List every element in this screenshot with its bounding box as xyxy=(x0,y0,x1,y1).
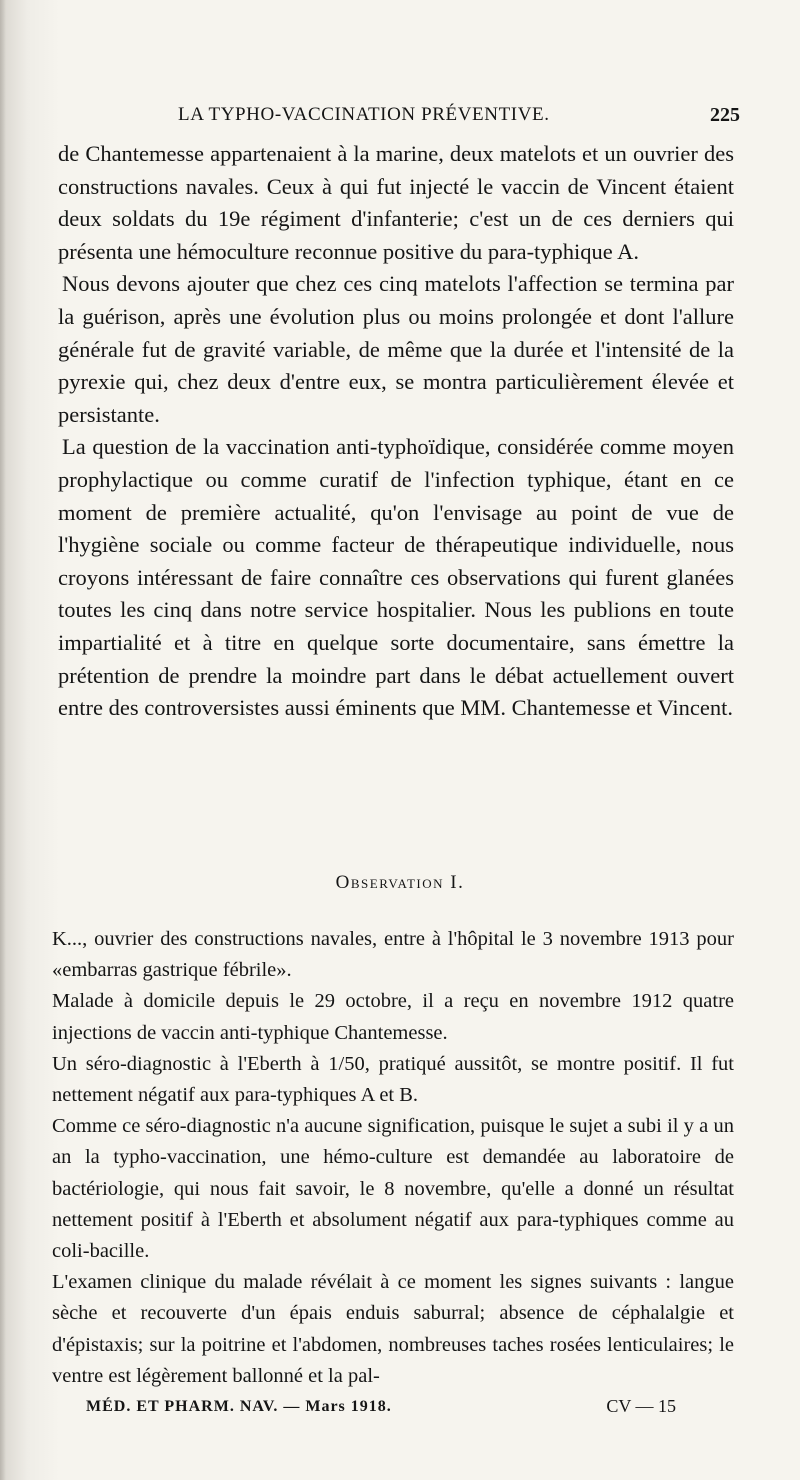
scan-edge-shadow xyxy=(0,0,6,1480)
observation-heading-text: Observation I. xyxy=(335,872,465,893)
paragraph-1: de Chantemesse appartenaient à la marine, deux matelots et un ouvrier des constructions navales. Ceux à qui fut injecté le vaccin de Vincent étaient deux soldats du 19e régiment d'infanterie; c'est un de ces derniers qui présenta une hémoculture reconnue positive du para-typhique A. xyxy=(58,141,734,264)
page-header xyxy=(70,94,740,134)
running-title: LA TYPHO-VACCINATION PRÉVENTIVE. xyxy=(178,104,550,125)
observation-heading xyxy=(0,872,800,894)
observation-text xyxy=(52,924,734,1392)
observation-paragraph-3: Un séro-diagnostic à l'Eberth à 1/50, pratiqué aussitôt, se montre positif. Il fut nettement négatif aux para-typhiques A et B. xyxy=(52,1052,734,1107)
page-footer xyxy=(86,1392,686,1422)
observation-paragraph-1: K..., ouvrier des constructions navales, entre à l'hôpital le 3 novembre 1913 pour «embarras gastrique fébrile». xyxy=(52,928,734,982)
body-text xyxy=(58,138,734,725)
observation-paragraph-2: Malade à domicile depuis le 29 octobre, il a reçu en novembre 1912 quatre injections de vaccin anti-typhique Chantemesse. xyxy=(52,990,734,1044)
paragraph-2: Nous devons ajouter que chez ces cinq matelots l'affection se termina par la guérison, après une évolution plus ou moins prolongée et dont l'allure générale fut de gravité variable, de même que la durée et l'intensité de la pyrexie qui, chez deux d'entre eux, se montra particulièrement élevée et persistante. xyxy=(58,271,734,427)
footer-signature: CV — 15 xyxy=(606,1396,676,1416)
observation-paragraph-5: L'examen clinique du malade révélait à ce moment les signes suivants : langue sèche et recouverte d'un épais enduis saburral; absence de céphalalgie et d'épistaxis; sur la poitrine et l'abdomen, nombreuses taches rosées lenticulaires; le ventre est légèrement ballonné et la pal- xyxy=(52,1271,734,1387)
page-number: 225 xyxy=(710,104,740,126)
footer-journal: MÉD. ET PHARM. NAV. — Mars 1918. xyxy=(86,1398,392,1415)
observation-paragraph-4: Comme ce séro-diagnostic n'a aucune signification, puisque le sujet a subi il y a un an la typho-vaccination, une hémo-culture est demandée au laboratoire de bactériologie, qui nous fait savoir, le 8 novembre, qu'elle a donné un résultat nettement positif à l'Eberth et absolument négatif aux para-typhiques comme au coli-bacille. xyxy=(52,1115,734,1263)
paragraph-3: La question de la vaccination anti-typhoïdique, considérée comme moyen prophylactique ou comme curatif de l'infection typhique, étant en ce moment de première actualité, qu'on l'envisage au point de vue de l'hygiène sociale ou comme facteur de thérapeutique individuelle, nous croyons intéressant de faire connaître ces observations qui furent glanées toutes les cinq dans notre service hospitalier. Nous les publions en toute impartialité et à titre en quelque sorte documentaire, sans émettre la prétention de prendre la moindre part dans le débat actuellement ouvert entre des controversistes aussi éminents que MM. Chantemesse et Vincent. xyxy=(58,434,734,721)
